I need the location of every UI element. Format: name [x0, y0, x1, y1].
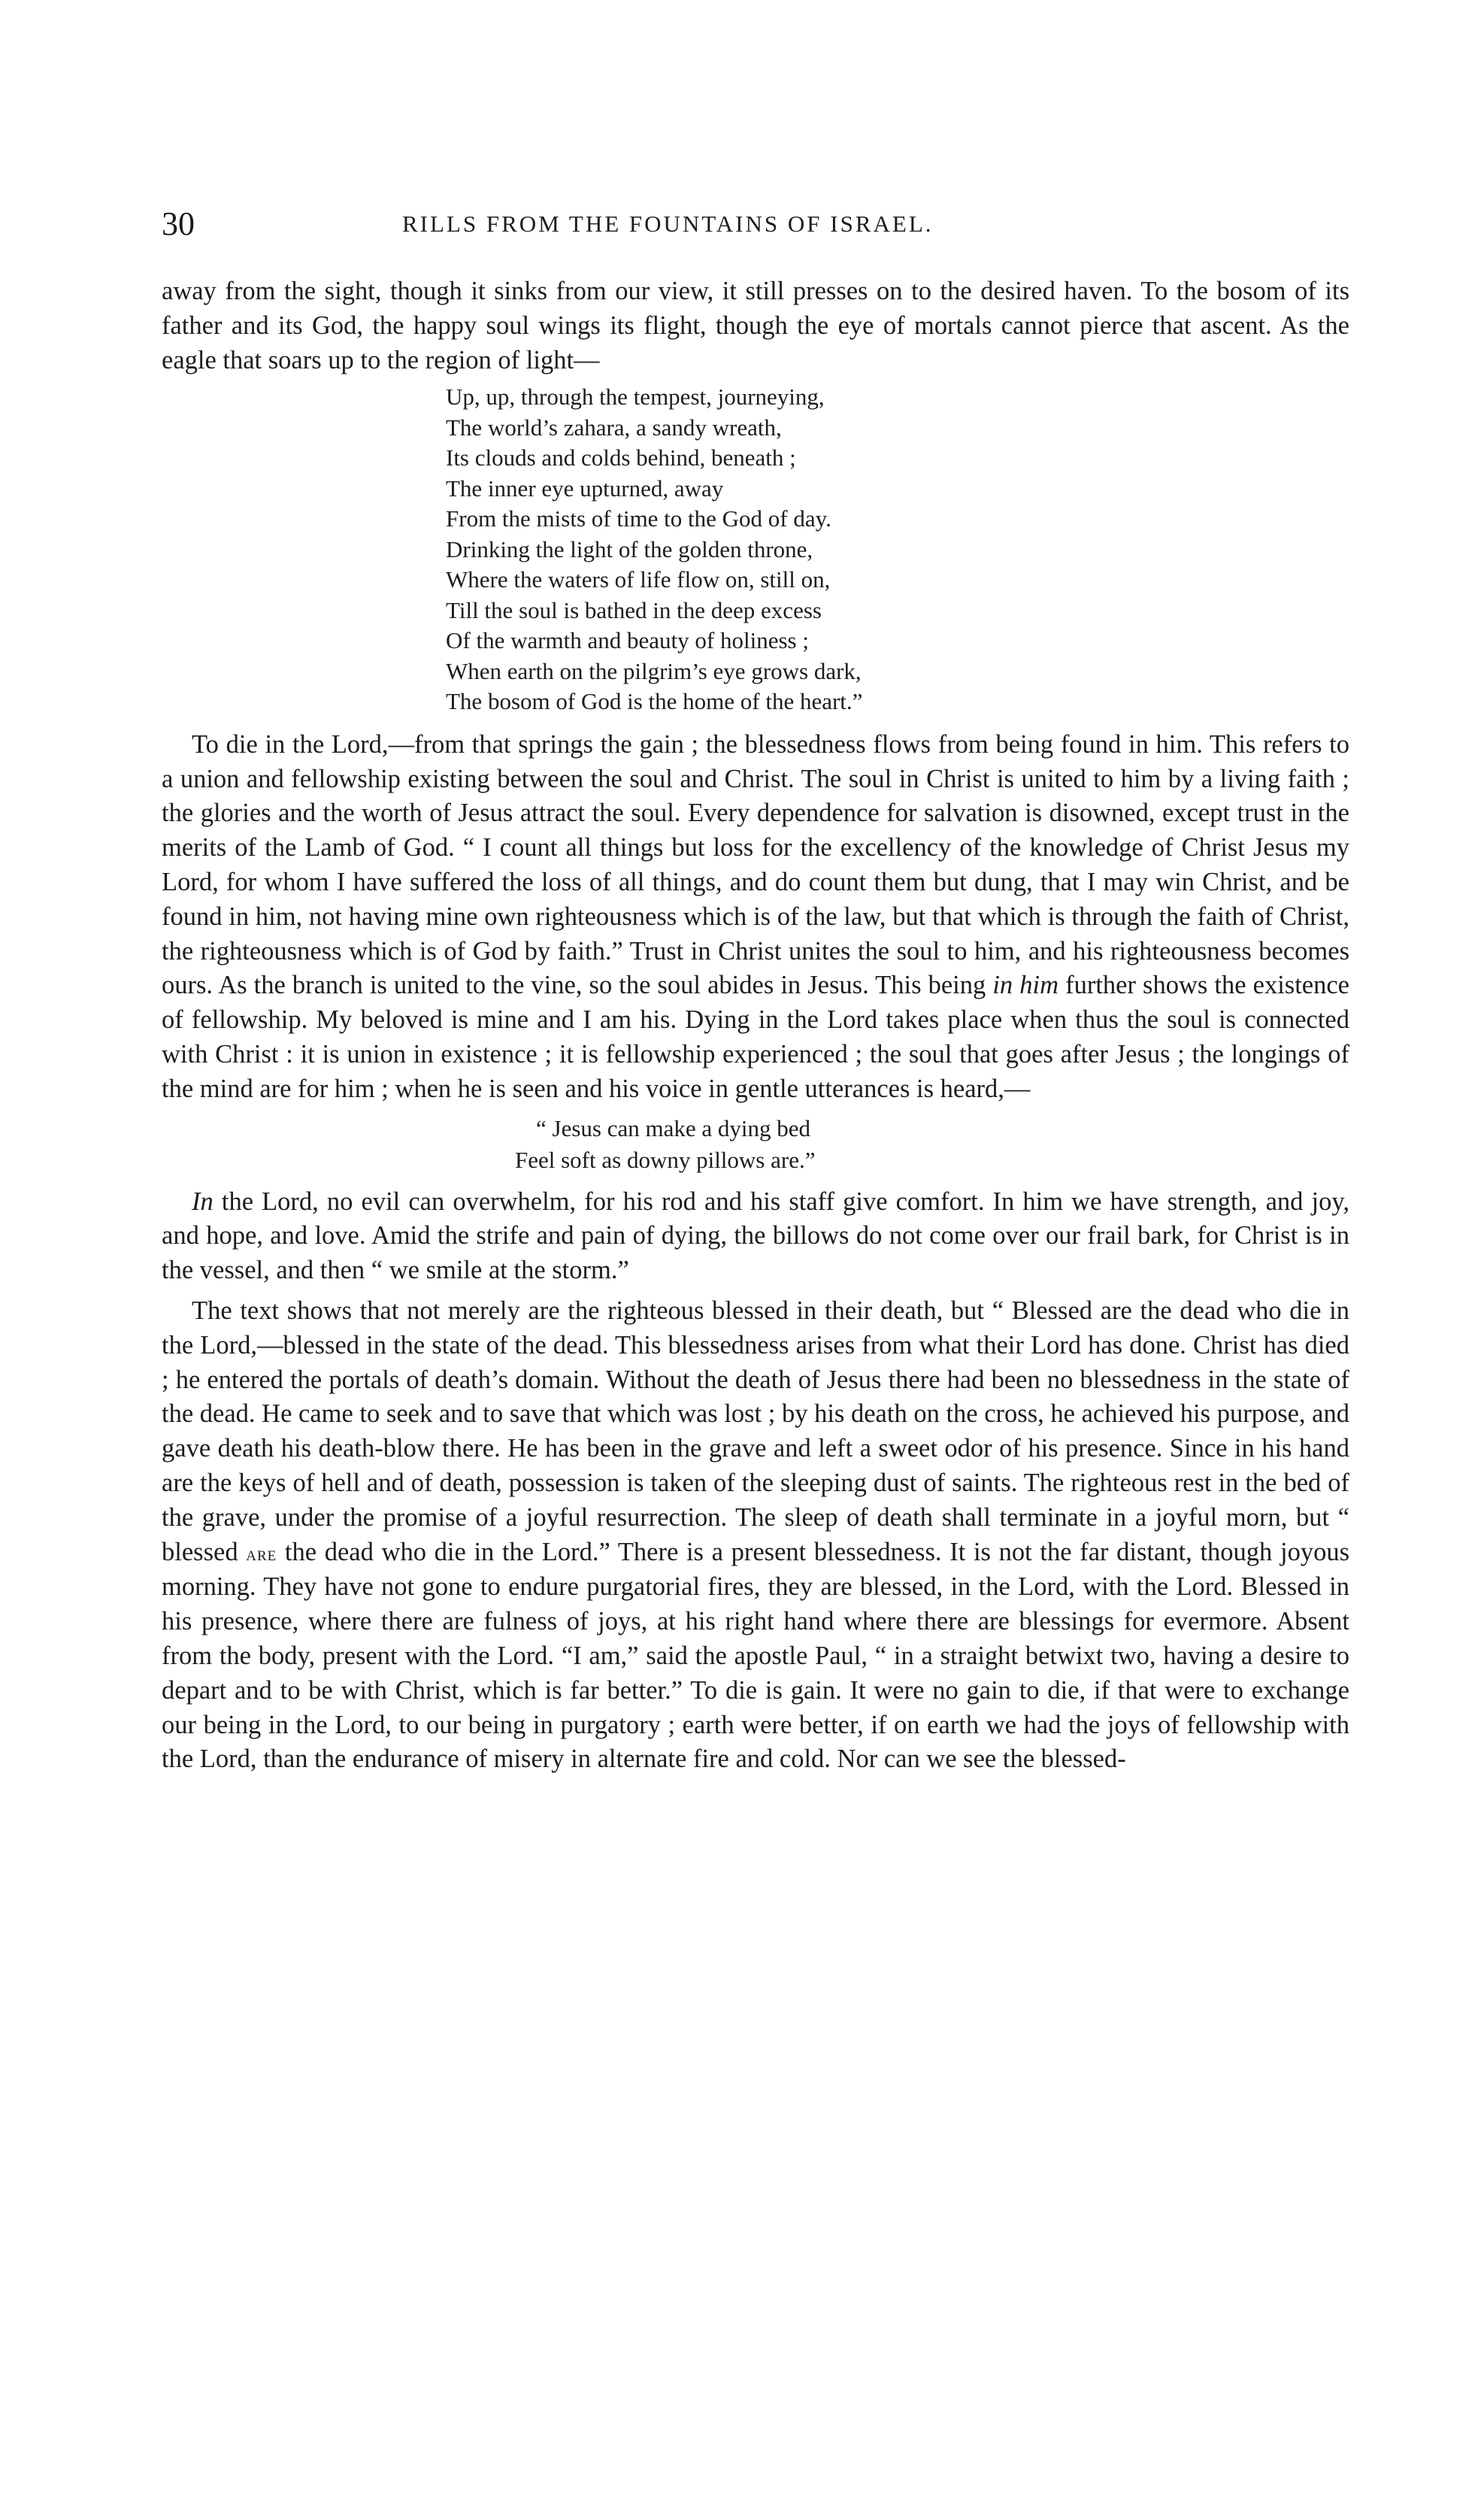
poem-line: Where the waters of life flow on, still on,	[446, 566, 831, 593]
quote-line: Feel soft as downy pillows are.”	[515, 1146, 816, 1173]
poem-line: Its clouds and colds behind, beneath ;	[446, 444, 796, 471]
paragraph-text: the dead who die in the Lord.” There is a present blessedness. It is not the far distant, though joyous morning. They have not gone to endure purgatorial fires, they are blessed, in the Lord, with the Lord. Blessed in his presence, where there are fulness of joys, at his right hand where there are blessings for evermore. Absent from the body, present with the Lord. “I am,” said the apostle Paul, “ in a straight betwixt two, having a desire to depart and to be with Christ, which is far better.” To die is gain. It were no gain to die, if that were to exchange our being in the Lord, to our being in purgatory ; earth were better, if on earth we had the joys of fellowship with the Lord, than the endurance of misery in alternate fire and cold. Nor can we see the blessed-	[162, 1537, 1349, 1774]
page-header	[162, 202, 1349, 247]
running-head: RILLS FROM THE FOUNTAINS OF ISRAEL.	[402, 211, 934, 237]
paragraph-text: To die in the Lord,—from that springs the gain ; the blessedness flows from being found in him. This refers to a union and fellowship existing between the soul and Christ. The soul in Christ is united to him by a living faith ; the glories and the worth of Jesus attract the soul. Every dependence for salvation is disowned, except trust in the merits of the Lamb of God. “ I count all things but loss for the excellency of the knowledge of Christ Jesus my Lord, for whom I have suffered the loss of all things, and do count them but dung, that I may win Christ, and be found in him, not having mine own righteousness which is of the law, but that which is through the faith of Christ, the righteousness which is of God by faith.” Trust in Christ unites the soul to him, and his righteousness becomes ours. As the branch is united to the vine, so the soul abides in Jesus. This being	[162, 729, 1349, 1000]
paragraph-text: further shows the existence of fellowship. My beloved is mine and I am his. Dying in the Lord takes place when thus the soul is connected with Christ : it is union in existence ; it is fellowship experienced ; the soul that goes after Jesus ; the longings of the mind are for him ; when he is seen and his voice in gentle utterances is heard,—	[162, 971, 1349, 1103]
body-text	[162, 274, 1349, 1777]
poem-line: When earth on the pilgrim’s eye grows dark,	[446, 657, 862, 684]
poem-line: The bosom of God is the home of the heart.”	[446, 688, 863, 715]
paragraph-the-text-shows	[162, 1294, 1349, 1777]
poem-line: The world’s zahara, a sandy wreath,	[446, 414, 782, 441]
poem-line: Till the soul is bathed in the deep excess	[446, 596, 822, 623]
poem-line: The inner eye upturned, away	[446, 474, 724, 502]
hymn-quote	[515, 1113, 1349, 1176]
page-number: 30	[162, 205, 195, 242]
paragraph-text: The text shows that not merely are the righteous blessed in their death, but “ Blessed are the dead who die in the Lord,—blessed in the state of the dead. This blessedness arises from what their Lord has done. Christ has died ; he entered the portals of death’s domain. Without the death of Jesus there had been no blessedness in the state of the dead. He came to seek and to save that which was lost ; by his death on the cross, he achieved his purpose, and gave death his death-blow there. He has been in the grave and left a sweet odor of his presence. Since in his hand are the keys of hell and of death, possession is taken of the sleeping dust of saints. The righteous rest in the bed of the grave, under the promise of a joyful resurrection. The sleep of death shall terminate in a joyful morn, but “ blessed	[162, 1296, 1349, 1566]
emphasis-in-him: in him	[992, 971, 1059, 1000]
poem	[446, 382, 1349, 717]
poem-line: Of the warmth and beauty of holiness ;	[446, 627, 809, 654]
poem-line: From the mists of time to the God of day.	[446, 505, 831, 532]
paragraph-text: the Lord, no evil can overwhelm, for his rod and his staff give comfort. In him we have strength, and joy, and hope, and love. Amid the strife and pain of dying, the billows do not come over our frail bark, for Christ is in the vessel, and then “ we smile at the storm.”	[162, 1187, 1349, 1285]
poem-line: Drinking the light of the golden throne,	[446, 535, 813, 562]
quote-line: “ Jesus can make a dying bed	[536, 1114, 810, 1141]
small-caps-are: are	[246, 1541, 277, 1565]
paragraph-in-the-lord	[162, 1185, 1349, 1288]
poem-line: Up, up, through the tempest, journeying,	[446, 383, 825, 411]
emphasis-in: In	[192, 1187, 214, 1216]
paragraph-opening: away from the sight, though it sinks from our view, it still presses on to the desired haven. To the bosom of its father and its God, the happy soul wings its flight, though the eye of mortals cannot pierce that ascent. As the eagle that soars up to the region of light—	[162, 277, 1349, 374]
paragraph-die-in-the-lord	[162, 728, 1349, 1107]
paragraph-gap	[162, 1288, 1349, 1294]
